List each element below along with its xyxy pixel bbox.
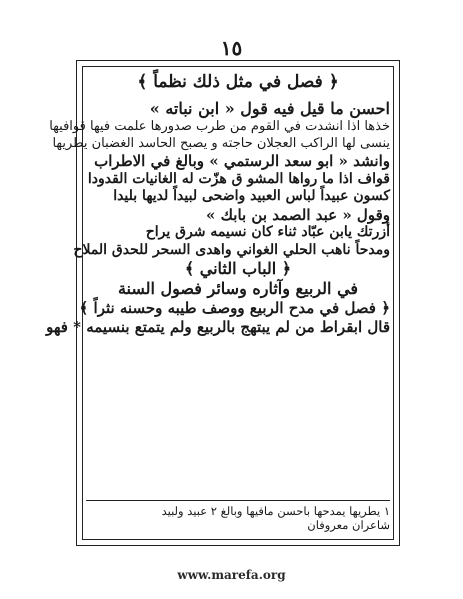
section-heading: ﴿ فصل في مثل ذلك نظماً ﴾ <box>137 72 339 92</box>
footnote-line: ١ يطريها يمدحها باحسن مافيها وبالغ ٢ عبيد ولبيد <box>161 504 390 518</box>
poem-line: أزرتك يابن عبّاد ثناء كان نسيمه شرق يراح <box>145 224 390 241</box>
chapter-subtitle: في الربيع وآثاره وسائر فصول السنة <box>117 279 359 299</box>
footnotes <box>86 504 390 533</box>
main-text <box>46 72 390 337</box>
poem-line: خذها اذا انشدت في القوم من طرب صدورها علمت فيها قوافيها <box>49 119 390 135</box>
footnote-divider <box>86 500 390 501</box>
footnote-line: شاعران معروفان <box>307 518 390 533</box>
poem-line: ومدحاً ناهب الحلي الغواني واهدى السحر للحدق الملاح <box>73 241 390 258</box>
poem-line: قواف اذا ما رواها المشو ق هزّت له الغانيات القدودا <box>87 170 390 187</box>
poem-line: ينسى لها الراكب العجلان حاجته و يصبح الحاسد الغضبان يطريها <box>52 135 390 151</box>
site-watermark: www.marefa.org <box>177 568 286 582</box>
chapter-heading: ﴿ الباب الثاني ﴾ <box>184 259 292 279</box>
page-number: ١٥ <box>220 36 243 60</box>
poem-line: كسون عبيداً لباس العبيد واضحى لبيداً لديها بليدا <box>113 188 390 204</box>
text-line: وقول « عبد الصمد بن بابك » <box>206 205 390 224</box>
text-line: وانشد « ابو سعد الرستمي » وبالغ في الاطراب <box>94 151 390 170</box>
section-heading: ﴿ فصل في مدح الربيع ووصف طيبه وحسنه نثراً ﴾ <box>79 299 390 318</box>
text-line: قال ابقراط من لم يبتهج بالربيع ولم يتمتع بنسيمه * فهو <box>46 318 390 336</box>
text-line: احسن ما قيل فيه قول « ابن نباته » <box>149 99 390 119</box>
